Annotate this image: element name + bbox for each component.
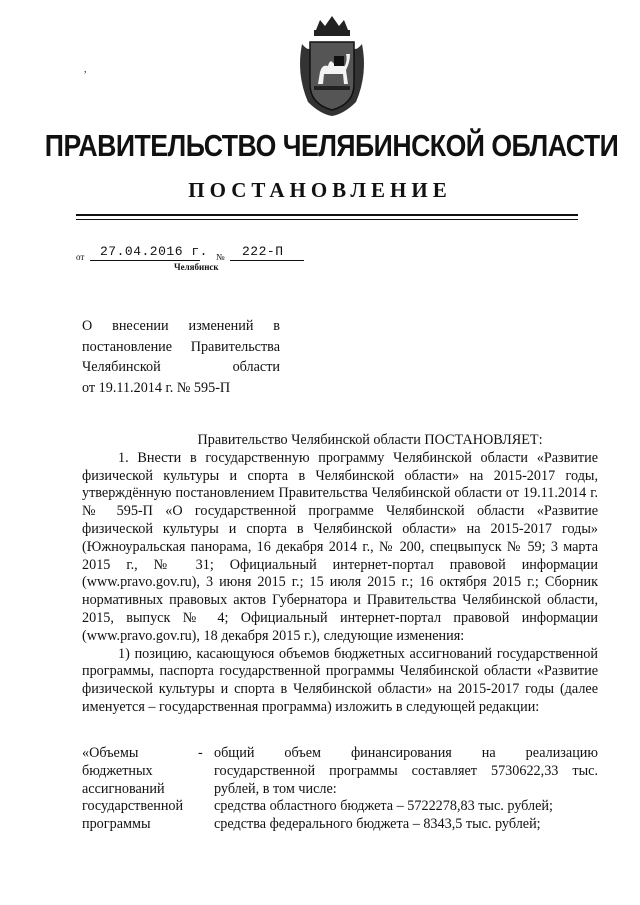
resolution-lead: Правительство Челябинской области ПОСТАНОВЛЯЕТ:	[197, 432, 543, 448]
subject-line: Челябинской области	[82, 359, 280, 375]
left-line: государственной	[82, 798, 184, 815]
left-line: ассигнований	[82, 780, 165, 797]
table-left-column	[82, 745, 202, 834]
number-prefix: №	[216, 252, 225, 262]
right-line: рублей, в том числе:	[214, 780, 337, 797]
government-title: ПРАВИТЕЛЬСТВО ЧЕЛЯБИНСКОЙ ОБЛАСТИ	[44, 128, 619, 163]
body-paragraph-1: 1. Внести в государственную программу Челябинской области «Развитие физической культуры и спорта в Челябинской области» на 2015-2017 годы, утверждённую постановлением Правительства Челябинской области от 19.11.2014 г. № 595-П «О государственной программе Челябинской области «Развитие физической культуры и спорта в Челябинской области» на 2015-2017 годы» (Южноуральская панорама, 16 декабря 2014 г., № 200, спецвыпуск № 59; 3 марта 2015 г., № 31; Официальный интернет-портал правовой информации (www.pravo.gov.ru), 3 июня 2015 г.; 15 июля 2015 г.; 16 октября 2015 г.; Сборник нормативных правовых актов Губернатора и Правительства Челябинской области, 2015, выпуск № 4; Официальный интернет-портал правовой информации (www.pravo.gov.ru), 18 декабря 2015 г.), следующие изменения:	[82, 449, 598, 644]
document-date: 27.04.2016 г.	[100, 244, 208, 259]
header-rule-thin	[76, 219, 578, 220]
subject-line: постановление Правительства	[82, 338, 280, 355]
coat-of-arms-icon	[294, 14, 370, 118]
right-line: средства областного бюджета – 5722278,83 тыс. рублей;	[214, 798, 553, 815]
right-line: общий объем финансирования на реализацию	[214, 745, 598, 761]
from-prefix: от	[76, 252, 85, 262]
date-underline	[90, 260, 200, 261]
left-line: бюджетных	[82, 762, 153, 779]
number-underline	[230, 260, 304, 261]
body-paragraph-2: 1) позицию, касающуюся объемов бюджетных ассигнований государственной программы, паспорта государственной программы Челябинской области «Развитие физической культуры и спорта в Челябинской области» на 2015-2017 годы (далее именуется – государственная программа) изложить в следующей редакции:	[82, 645, 598, 715]
document-body	[82, 432, 598, 717]
right-line: средства федерального бюджета – 8343,5 тыс. рублей;	[214, 816, 541, 833]
city-label: Челябинск	[174, 262, 219, 272]
document-type: ПОСТАНОВЛЕНИЕ	[188, 178, 452, 202]
subject-line: О внесении изменений в	[82, 318, 280, 334]
table-dash: -	[198, 745, 203, 761]
subject-line: от 19.11.2014 г. № 595-П	[82, 379, 231, 396]
scan-mark: ,	[84, 64, 87, 75]
header-rule-thick	[76, 214, 578, 216]
date-number-row	[76, 244, 376, 264]
left-line: «Объемы	[82, 745, 139, 761]
document-number: 222-П	[242, 244, 284, 259]
document-subject	[82, 316, 280, 398]
right-line: государственной программы составляет 5730622,33 тыс.	[214, 762, 598, 779]
table-right-column	[214, 745, 598, 834]
left-line: программы	[82, 816, 151, 833]
